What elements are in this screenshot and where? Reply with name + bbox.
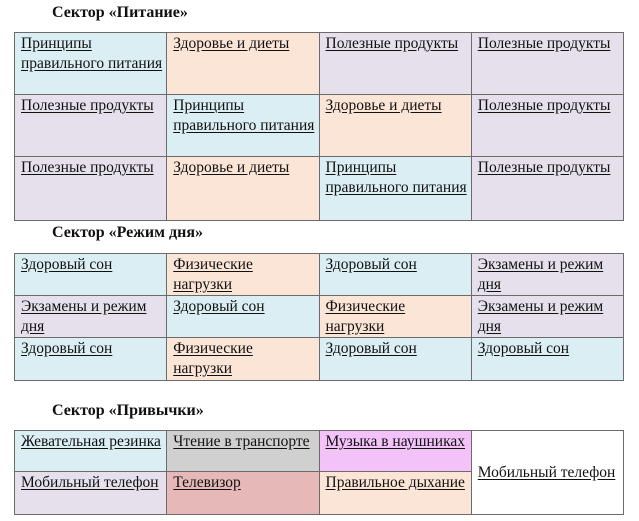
table-cell xyxy=(471,157,623,221)
nutrition-table xyxy=(14,32,624,221)
table-row xyxy=(15,33,624,95)
table-cell xyxy=(167,157,319,221)
table-cell xyxy=(319,95,471,157)
cell-text: Полезные продукты xyxy=(477,97,611,114)
table-cell xyxy=(167,338,319,381)
cell-text: Физические нагрузки xyxy=(325,298,406,335)
table-cell xyxy=(319,338,471,381)
table-row xyxy=(15,95,624,157)
section-title-daily-routine: Сектор «Режим дня» xyxy=(52,224,203,241)
table-cell xyxy=(319,33,471,95)
cell-text: Экзамены и режим дня xyxy=(477,298,604,335)
cell-text: Полезные продукты xyxy=(477,35,611,52)
table-cell xyxy=(319,296,471,338)
table-cell xyxy=(15,338,167,381)
table-cell xyxy=(167,472,319,515)
table-row xyxy=(15,338,624,381)
table-cell xyxy=(167,95,319,157)
table-cell xyxy=(471,431,623,515)
table-cell xyxy=(319,431,471,472)
cell-text: Принципы правильного питания xyxy=(325,159,467,196)
table-cell xyxy=(319,254,471,296)
table-cell xyxy=(15,296,167,338)
cell-text: Полезные продукты xyxy=(325,35,459,52)
cell-text: Здоровье и диеты xyxy=(173,35,290,52)
table-cell xyxy=(471,296,623,338)
cell-text: Чтение в транспорте xyxy=(173,433,310,450)
cell-text: Здоровый сон xyxy=(21,256,113,273)
cell-text: Экзамены и режим дня xyxy=(21,298,147,335)
table-cell xyxy=(167,296,319,338)
table-cell xyxy=(15,33,167,95)
daily-routine-table xyxy=(14,253,624,381)
table-cell xyxy=(471,33,623,95)
table-cell xyxy=(471,95,623,157)
cell-text: Музыка в наушниках xyxy=(325,433,466,450)
table-row xyxy=(15,296,624,338)
cell-text: Экзамены и режим дня xyxy=(477,256,604,293)
table-cell xyxy=(319,157,471,221)
cell-text: Физические нагрузки xyxy=(173,340,253,377)
cell-text: Жевательная резинка xyxy=(21,433,161,450)
table-row xyxy=(15,157,624,221)
cell-text: Принципы правильного питания xyxy=(21,35,163,72)
cell-text: Здоровье и диеты xyxy=(173,159,290,176)
cell-text: Полезные продукты xyxy=(477,159,611,176)
cell-text: Мобильный телефон xyxy=(21,474,159,491)
table-row xyxy=(15,431,624,472)
cell-text: Телевизор xyxy=(173,474,241,491)
cell-text: Полезные продукты xyxy=(21,159,154,176)
table-cell xyxy=(15,157,167,221)
cell-text: Здоровый сон xyxy=(173,298,265,315)
cell-text: Здоровый сон xyxy=(325,256,417,273)
cell-text: Здоровый сон xyxy=(21,340,113,357)
table-cell xyxy=(15,472,167,515)
habits-table xyxy=(14,430,624,515)
table-cell xyxy=(167,33,319,95)
cell-text: Принципы правильного питания xyxy=(173,97,315,134)
section-title-nutrition: Сектор «Питание» xyxy=(52,4,188,21)
table-cell xyxy=(471,254,623,296)
section-title-habits: Сектор «Привычки» xyxy=(52,402,204,419)
table-cell xyxy=(319,472,471,515)
table-cell xyxy=(15,254,167,296)
table-cell xyxy=(167,431,319,472)
cell-text: Правильное дыхание xyxy=(325,474,465,491)
cell-text: Здоровый сон xyxy=(325,340,417,357)
table-cell xyxy=(167,254,319,296)
table-cell xyxy=(471,338,623,381)
table-cell xyxy=(15,431,167,472)
cell-text: Здоровый сон xyxy=(477,340,570,357)
table-row xyxy=(15,254,624,296)
cell-text: Мобильный телефон xyxy=(477,464,616,481)
cell-text: Полезные продукты xyxy=(21,97,154,114)
table-cell xyxy=(15,95,167,157)
cell-text: Здоровье и диеты xyxy=(325,97,442,114)
cell-text: Физические нагрузки xyxy=(173,256,253,293)
